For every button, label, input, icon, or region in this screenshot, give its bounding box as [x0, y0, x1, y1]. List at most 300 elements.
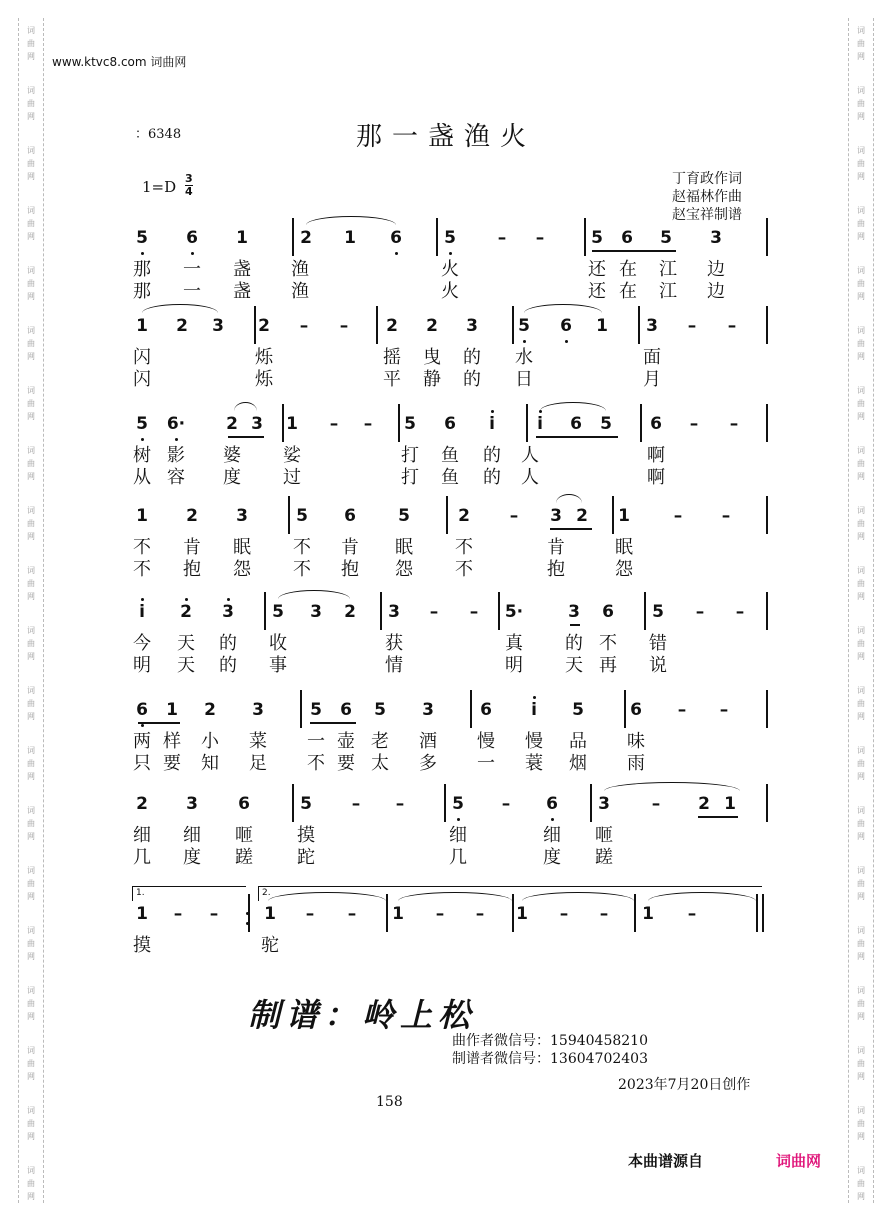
beam-underline: [550, 528, 592, 530]
note: i: [537, 414, 543, 434]
slur: [556, 494, 582, 503]
watermark-char: 曲: [857, 99, 865, 108]
octave-dot-low: [141, 438, 144, 441]
watermark-char: 词: [27, 686, 35, 695]
watermark-char: 网: [27, 892, 35, 901]
watermark-char: 曲: [857, 699, 865, 708]
watermark-char: 曲: [857, 399, 865, 408]
watermark-char: 网: [857, 1012, 865, 1021]
lyric-syllable: 样: [163, 731, 181, 752]
note: –: [509, 506, 519, 526]
octave-dot-high: [227, 598, 230, 601]
lyric-syllable: 慢: [525, 731, 543, 752]
lyric-syllable: 曳: [423, 347, 441, 368]
note: 5: [136, 414, 148, 434]
lyric-syllable: 细: [543, 825, 561, 846]
note: 5: [518, 316, 530, 336]
note: 3: [422, 700, 434, 720]
watermark-char: 词: [857, 326, 865, 335]
lyric-syllable: 还: [588, 259, 606, 280]
note: 3: [710, 228, 722, 248]
bar-line: [766, 404, 768, 442]
lyric-syllable: 烟: [569, 753, 587, 774]
note: 1: [642, 904, 654, 924]
composer-credit: 赵福林作曲: [672, 189, 742, 205]
watermark-char: 网: [27, 772, 35, 781]
watermark-char: 曲: [857, 279, 865, 288]
octave-dot-low: [191, 252, 194, 255]
lyric-syllable: 度: [183, 847, 201, 868]
lyric-syllable: 摇: [383, 347, 401, 368]
note: 1: [136, 316, 148, 336]
watermark-char: 曲: [857, 759, 865, 768]
lyric-syllable: 只: [133, 753, 151, 774]
lyric-syllable: 摸: [297, 825, 315, 846]
bar-line: [762, 894, 764, 932]
watermark-char: 词: [27, 206, 35, 215]
watermark-char: 曲: [27, 759, 35, 768]
note: 6: [340, 700, 352, 720]
watermark-char: 曲: [857, 639, 865, 648]
lyric-syllable: 眠: [395, 537, 413, 558]
lyric-syllable: 影: [167, 445, 185, 466]
slur: [234, 402, 257, 411]
note: –: [469, 602, 479, 622]
note: 1: [344, 228, 356, 248]
note: 2: [344, 602, 356, 622]
watermark-char: 网: [857, 1192, 865, 1201]
note: 6: [570, 414, 582, 434]
lyric-syllable: 驼: [261, 935, 279, 956]
lyric-syllable: 抱: [341, 559, 359, 580]
lyric-syllable: 酒: [419, 731, 437, 752]
lyric-syllable: 事: [269, 655, 287, 676]
lyric-syllable: 火: [441, 281, 459, 302]
lyric-syllable: 眠: [233, 537, 251, 558]
creation-date: 2023年7月20日创作: [618, 1077, 751, 1093]
lyric-syllable: 多: [419, 753, 437, 774]
lyric-syllable: 不: [133, 559, 151, 580]
watermark-char: 网: [27, 172, 35, 181]
watermark-char: 曲: [27, 1059, 35, 1068]
lyric-syllable: 渔: [291, 281, 309, 302]
watermark-char: 词: [27, 326, 35, 335]
lyric-syllable: 要: [163, 753, 181, 774]
note: –: [719, 700, 729, 720]
lyric-syllable: 天: [177, 633, 195, 654]
lyric-syllable: 咂: [595, 825, 613, 846]
watermark-char: 词: [857, 866, 865, 875]
lyric-syllable: 蹉: [235, 847, 253, 868]
bar-line: [470, 690, 472, 728]
note: 5: [398, 506, 410, 526]
watermark-char: 曲: [27, 399, 35, 408]
watermark-char: 曲: [857, 939, 865, 948]
watermark-char: 曲: [857, 519, 865, 528]
lyric-syllable: 一: [477, 753, 495, 774]
watermark-char: 曲: [857, 159, 865, 168]
watermark-char: 词: [27, 1046, 35, 1055]
watermark-char: 网: [857, 772, 865, 781]
lyric-syllable: 不: [133, 537, 151, 558]
watermark-char: 网: [27, 1012, 35, 1021]
octave-dot-low: [175, 438, 178, 441]
watermark-char: 词: [857, 86, 865, 95]
note: 3: [212, 316, 224, 336]
key-signature: 1=D: [142, 178, 177, 196]
lyric-syllable: 那: [133, 281, 151, 302]
lyric-syllable: 鱼: [441, 467, 459, 488]
lyric-syllable: 获: [385, 633, 403, 654]
bar-line: [282, 404, 284, 442]
octave-dot-high: [533, 696, 536, 699]
note: 1: [516, 904, 528, 924]
watermark-char: 词: [857, 206, 865, 215]
note: 6: [238, 794, 250, 814]
note: 5: [310, 700, 322, 720]
note: 1: [618, 506, 630, 526]
lyric-syllable: 细: [183, 825, 201, 846]
watermark-char: 词: [27, 506, 35, 515]
watermark-char: 词: [857, 1106, 865, 1115]
lyric-syllable: 一: [183, 259, 201, 280]
lyric-syllable: 不: [293, 537, 311, 558]
lyric-syllable: 的: [565, 633, 583, 654]
note: 2: [698, 794, 710, 814]
watermark-char: 网: [857, 112, 865, 121]
note: –: [475, 904, 485, 924]
note: 1: [596, 316, 608, 336]
lyric-syllable: 水: [515, 347, 533, 368]
note: –: [559, 904, 569, 924]
lyric-syllable: 天: [177, 655, 195, 676]
note: 2: [180, 602, 192, 622]
note: –: [687, 316, 697, 336]
note: 1: [136, 904, 148, 924]
note: 5: [296, 506, 308, 526]
bar-line: [584, 218, 586, 256]
note: –: [729, 414, 739, 434]
note: 5: [452, 794, 464, 814]
lyric-syllable: 再: [599, 655, 617, 676]
time-sig-bottom: 4: [185, 185, 193, 198]
watermark-char: 词: [857, 626, 865, 635]
note: 2: [576, 506, 588, 526]
bar-line: [766, 784, 768, 822]
watermark-char: 网: [857, 472, 865, 481]
watermark-char: 词: [27, 86, 35, 95]
watermark-char: 词: [857, 506, 865, 515]
lyric-syllable: 不: [455, 537, 473, 558]
watermark-char: 曲: [27, 219, 35, 228]
watermark-char: 曲: [27, 879, 35, 888]
note: 6: [602, 602, 614, 622]
watermark-char: 词: [857, 26, 865, 35]
lyric-syllable: 在: [619, 281, 637, 302]
bar-line: [766, 690, 768, 728]
note: 5·: [504, 602, 524, 622]
watermark-char: 网: [27, 232, 35, 241]
note: 2: [176, 316, 188, 336]
lyric-syllable: 那: [133, 259, 151, 280]
watermark-char: 曲: [27, 99, 35, 108]
lyric-syllable: 慢: [477, 731, 495, 752]
lyric-syllable: 江: [659, 281, 677, 302]
note: 6: [560, 316, 572, 336]
note: 2: [300, 228, 312, 248]
lyric-syllable: 怨: [615, 559, 633, 580]
watermark-char: 曲: [857, 1119, 865, 1128]
note: –: [347, 904, 357, 924]
slur: [604, 782, 740, 791]
lyric-syllable: 还: [588, 281, 606, 302]
note: 5: [272, 602, 284, 622]
watermark-char: 曲: [27, 159, 35, 168]
lyric-syllable: 两: [133, 731, 151, 752]
watermark-char: 网: [857, 232, 865, 241]
lyric-syllable: 在: [619, 259, 637, 280]
note: –: [677, 700, 687, 720]
lyric-syllable: 怨: [395, 559, 413, 580]
watermark-char: 网: [27, 832, 35, 841]
note: 6: [650, 414, 662, 434]
note: i: [531, 700, 537, 720]
notation-wechat: 制谱者微信号：13604702403: [452, 1051, 648, 1067]
watermark-char: 网: [857, 172, 865, 181]
note: 5: [374, 700, 386, 720]
octave-dot-low: [551, 818, 554, 821]
note: 3: [236, 506, 248, 526]
time-sig-top: 3: [185, 172, 193, 185]
notation-credit: 赵宝祥制谱: [672, 207, 742, 223]
watermark-char: 曲: [857, 39, 865, 48]
lyric-syllable: 闪: [133, 347, 151, 368]
note: –: [363, 414, 373, 434]
lyric-syllable: 人: [521, 467, 539, 488]
watermark-char: 曲: [27, 939, 35, 948]
note: 3: [466, 316, 478, 336]
lyric-syllable: 怨: [233, 559, 251, 580]
watermark-char: 词: [857, 386, 865, 395]
lyric-syllable: 一: [183, 281, 201, 302]
octave-dot-high: [141, 598, 144, 601]
octave-dot-low: [449, 252, 452, 255]
octave-dot-low: [141, 724, 144, 727]
site-header[interactable]: www.ktvc8.com 词曲网: [52, 55, 187, 69]
bar-line: [380, 592, 382, 630]
watermark-char: 词: [27, 866, 35, 875]
note: 5: [591, 228, 603, 248]
lyric-syllable: 品: [569, 731, 587, 752]
lyric-syllable: 烁: [255, 347, 273, 368]
watermark-char: 词: [857, 566, 865, 575]
bar-line: [766, 496, 768, 534]
bar-line: [446, 496, 448, 534]
source-site-link[interactable]: 词曲网: [776, 1152, 822, 1170]
watermark-char: 网: [27, 952, 35, 961]
octave-dot-high: [185, 598, 188, 601]
watermark-char: 网: [857, 1072, 865, 1081]
note: 6: [136, 700, 148, 720]
bar-line: [766, 592, 768, 630]
bar-line: [300, 690, 302, 728]
note: 5: [136, 228, 148, 248]
lyric-syllable: 几: [449, 847, 467, 868]
note: –: [329, 414, 339, 434]
note: –: [727, 316, 737, 336]
note: 6: [390, 228, 402, 248]
lyric-syllable: 盏: [233, 259, 251, 280]
watermark-char: 网: [857, 592, 865, 601]
watermark-char: 网: [27, 112, 35, 121]
note: 3: [568, 602, 580, 622]
lyric-syllable: 火: [441, 259, 459, 280]
lyric-syllable: 收: [269, 633, 287, 654]
beam-underline: [138, 722, 180, 724]
octave-dot-low: [565, 340, 568, 343]
lyric-syllable: 边: [707, 259, 725, 280]
lyric-syllable: 打: [401, 445, 419, 466]
note: 3: [388, 602, 400, 622]
watermark-char: 词: [857, 746, 865, 755]
note: 3: [646, 316, 658, 336]
song-code: ：6348: [135, 127, 182, 142]
lyric-syllable: 知: [201, 753, 219, 774]
note: 6·: [166, 414, 186, 434]
lyric-syllable: 肯: [547, 537, 565, 558]
signature: 制谱：岭上松: [248, 996, 477, 1034]
watermark-char: 网: [27, 532, 35, 541]
source-label: 本曲谱源自: [628, 1152, 704, 1170]
watermark-char: 词: [857, 926, 865, 935]
slur: [540, 402, 606, 411]
watermark-char: 网: [857, 412, 865, 421]
beam-underline: [592, 250, 676, 252]
note: 5: [572, 700, 584, 720]
watermark-char: 词: [27, 806, 35, 815]
lyric-syllable: 错: [649, 633, 667, 654]
note: 5: [660, 228, 672, 248]
octave-dot-low: [395, 252, 398, 255]
note: 2: [426, 316, 438, 336]
note: –: [501, 794, 511, 814]
lyric-syllable: 情: [385, 655, 403, 676]
note: 3: [186, 794, 198, 814]
watermark-char: 词: [27, 986, 35, 995]
watermark-char: 曲: [27, 339, 35, 348]
lyric-syllable: 的: [219, 655, 237, 676]
repeat-dot: [246, 912, 249, 915]
beam-underline: [310, 722, 356, 724]
watermark-char: 词: [857, 1046, 865, 1055]
lyric-syllable: 不: [293, 559, 311, 580]
lyric-syllable: 太: [371, 753, 389, 774]
watermark-char: 网: [27, 712, 35, 721]
watermark-char: 词: [27, 746, 35, 755]
note: –: [209, 904, 219, 924]
lyric-syllable: 小: [201, 731, 219, 752]
note: 1: [166, 700, 178, 720]
note: 6: [630, 700, 642, 720]
slur: [278, 590, 350, 599]
watermark-char: 网: [857, 712, 865, 721]
watermark-char: 词: [27, 446, 35, 455]
lyric-syllable: 要: [337, 753, 355, 774]
watermark-char: 网: [857, 292, 865, 301]
bar-line: [444, 784, 446, 822]
watermark-char: 网: [27, 472, 35, 481]
note: 1: [264, 904, 276, 924]
note: 6: [444, 414, 456, 434]
bar-line: [644, 592, 646, 630]
bar-line: [288, 496, 290, 534]
page-number: 158: [376, 1094, 403, 1110]
note: 5: [652, 602, 664, 622]
lyric-syllable: 眠: [615, 537, 633, 558]
note: –: [695, 602, 705, 622]
lyric-syllable: 味: [627, 731, 645, 752]
watermark-char: 词: [27, 266, 35, 275]
watermark-char: 网: [857, 892, 865, 901]
lyric-syllable: 抱: [547, 559, 565, 580]
watermark-char: 网: [27, 52, 35, 61]
beam-underline: [228, 436, 264, 438]
lyric-syllable: 摸: [133, 935, 151, 956]
bar-line: [264, 592, 266, 630]
lyric-syllable: 娑: [283, 445, 301, 466]
note: –: [689, 414, 699, 434]
note: 3: [598, 794, 610, 814]
watermark-char: 曲: [857, 459, 865, 468]
note: –: [535, 228, 545, 248]
bar-line: [640, 404, 642, 442]
note: –: [651, 794, 661, 814]
watermark-char: 网: [857, 352, 865, 361]
lyric-syllable: 雨: [627, 753, 645, 774]
watermark-char: 网: [857, 952, 865, 961]
lyric-syllable: 从: [133, 467, 151, 488]
lyric-syllable: 真: [505, 633, 523, 654]
volta-first: 1.: [132, 886, 246, 901]
note: 6: [344, 506, 356, 526]
bar-line: [498, 592, 500, 630]
lyric-syllable: 细: [133, 825, 151, 846]
song-title: 那一盏渔火: [355, 122, 536, 152]
lyric-syllable: 闪: [133, 369, 151, 390]
lyric-syllable: 的: [219, 633, 237, 654]
watermark-char: 词: [27, 566, 35, 575]
lyric-syllable: 跎: [297, 847, 315, 868]
bar-line: [612, 496, 614, 534]
wechat-info: [452, 1032, 648, 1068]
note: 2: [136, 794, 148, 814]
octave-dot-low: [523, 340, 526, 343]
watermark-char: 网: [27, 1132, 35, 1141]
note: –: [305, 904, 315, 924]
lyricist-credit: 丁育政作词: [672, 171, 742, 187]
watermark-char: 网: [27, 652, 35, 661]
lyric-syllable: 日: [515, 369, 533, 390]
note: –: [299, 316, 309, 336]
watermark-char: 词: [857, 806, 865, 815]
lyric-syllable: 度: [223, 467, 241, 488]
bar-line: [436, 218, 438, 256]
lyric-syllable: 的: [483, 467, 501, 488]
octave-dot-low: [457, 818, 460, 821]
lyric-syllable: 不: [307, 753, 325, 774]
octave-dot-high: [491, 410, 494, 413]
lyric-syllable: 月: [643, 369, 661, 390]
